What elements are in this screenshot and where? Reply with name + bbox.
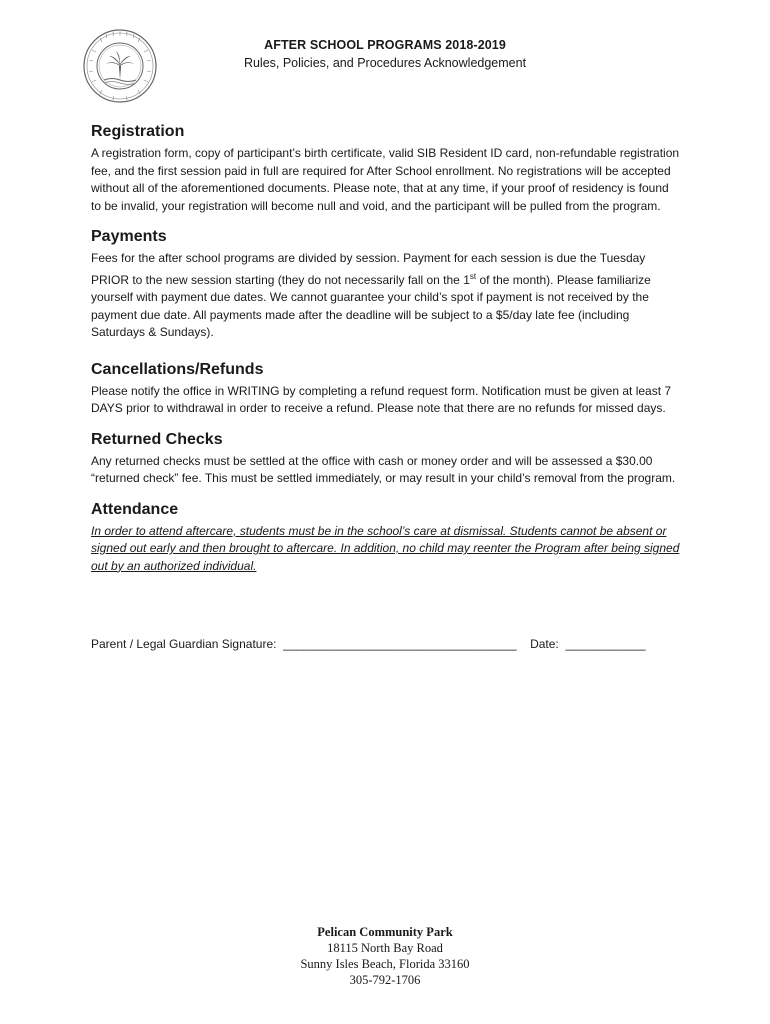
section-heading: Payments <box>91 228 167 245</box>
section-body: Any returned checks must be settled at the office with cash or money order and will be assessed a $30.00 “returned check” fee. This must be settled immediately, or may result in your child’s removal from the program. <box>91 453 676 485</box>
ordinal-suffix: st <box>469 271 477 281</box>
section-body <box>91 250 681 342</box>
section-registration <box>91 122 681 215</box>
payments-text-part2: of the month). Please familiarize yourself with payment due dates. We cannot guarantee your child’s spot if payment is not received by the payment due date. All payments made after the deadline will be subject to a $5/day late fee (including Saturdays & Sundays). <box>91 272 651 339</box>
document-title: AFTER SCHOOL PROGRAMS 2018-2019 <box>264 38 506 52</box>
section-body: A registration form, copy of participant’s birth certificate, valid SIB Resident ID card, non-refundable registration fee, and the first session paid in full are required for After School enrollment. No registrations will be accepted without all of the aforementioned documents. Please note, that at any time, if your proof of residency is found to be invalid, your registration will become null and void, and the participant will be pulled from the program. <box>91 146 680 213</box>
signature-field[interactable]: ___________________________________ <box>283 637 517 651</box>
section-body: In order to attend aftercare, students must be in the school’s care at dismissal. Students cannot be absent or signed out early and then brought to aftercare. In addition, no child may reenter the Program after being signed out by an authorized individual. <box>91 523 680 573</box>
date-field[interactable]: ____________ <box>565 637 646 651</box>
document-subtitle: Rules, Policies, and Procedures Acknowledgement <box>243 56 527 70</box>
section-returned-checks <box>91 430 681 488</box>
signature-line <box>91 637 646 651</box>
section-body: Please notify the office in WRITING by completing a refund request form. Notification must be given at least 7 DAYS prior to withdrawal in order to receive a refund. Please note that there are no refunds for missed days. <box>91 383 672 415</box>
phone-number: 305-792-1706 <box>349 973 421 987</box>
park-name: Pelican Community Park <box>317 925 453 939</box>
section-heading: Returned Checks <box>91 430 223 448</box>
section-heading: Registration <box>91 123 185 140</box>
section-payments <box>91 227 681 342</box>
signature-label: Parent / Legal Guardian Signature: <box>91 637 277 651</box>
date-label: Date: <box>530 637 559 651</box>
section-cancellations <box>91 360 681 418</box>
section-heading: Attendance <box>91 500 179 518</box>
document-header <box>0 38 770 70</box>
section-heading: Cancellations/Refunds <box>91 360 264 378</box>
city-state-zip: Sunny Isles Beach, Florida 33160 <box>300 957 470 971</box>
section-attendance <box>91 500 681 576</box>
payments-text-part1: Fees for the after school programs are divided by session. Payment for each session is due the Tuesday PRIOR to the new session starting (they do not necessarily fall on the 1 <box>91 251 646 287</box>
document-body <box>91 122 681 587</box>
street-address: 18115 North Bay Road <box>327 941 443 955</box>
footer-address <box>0 924 770 988</box>
